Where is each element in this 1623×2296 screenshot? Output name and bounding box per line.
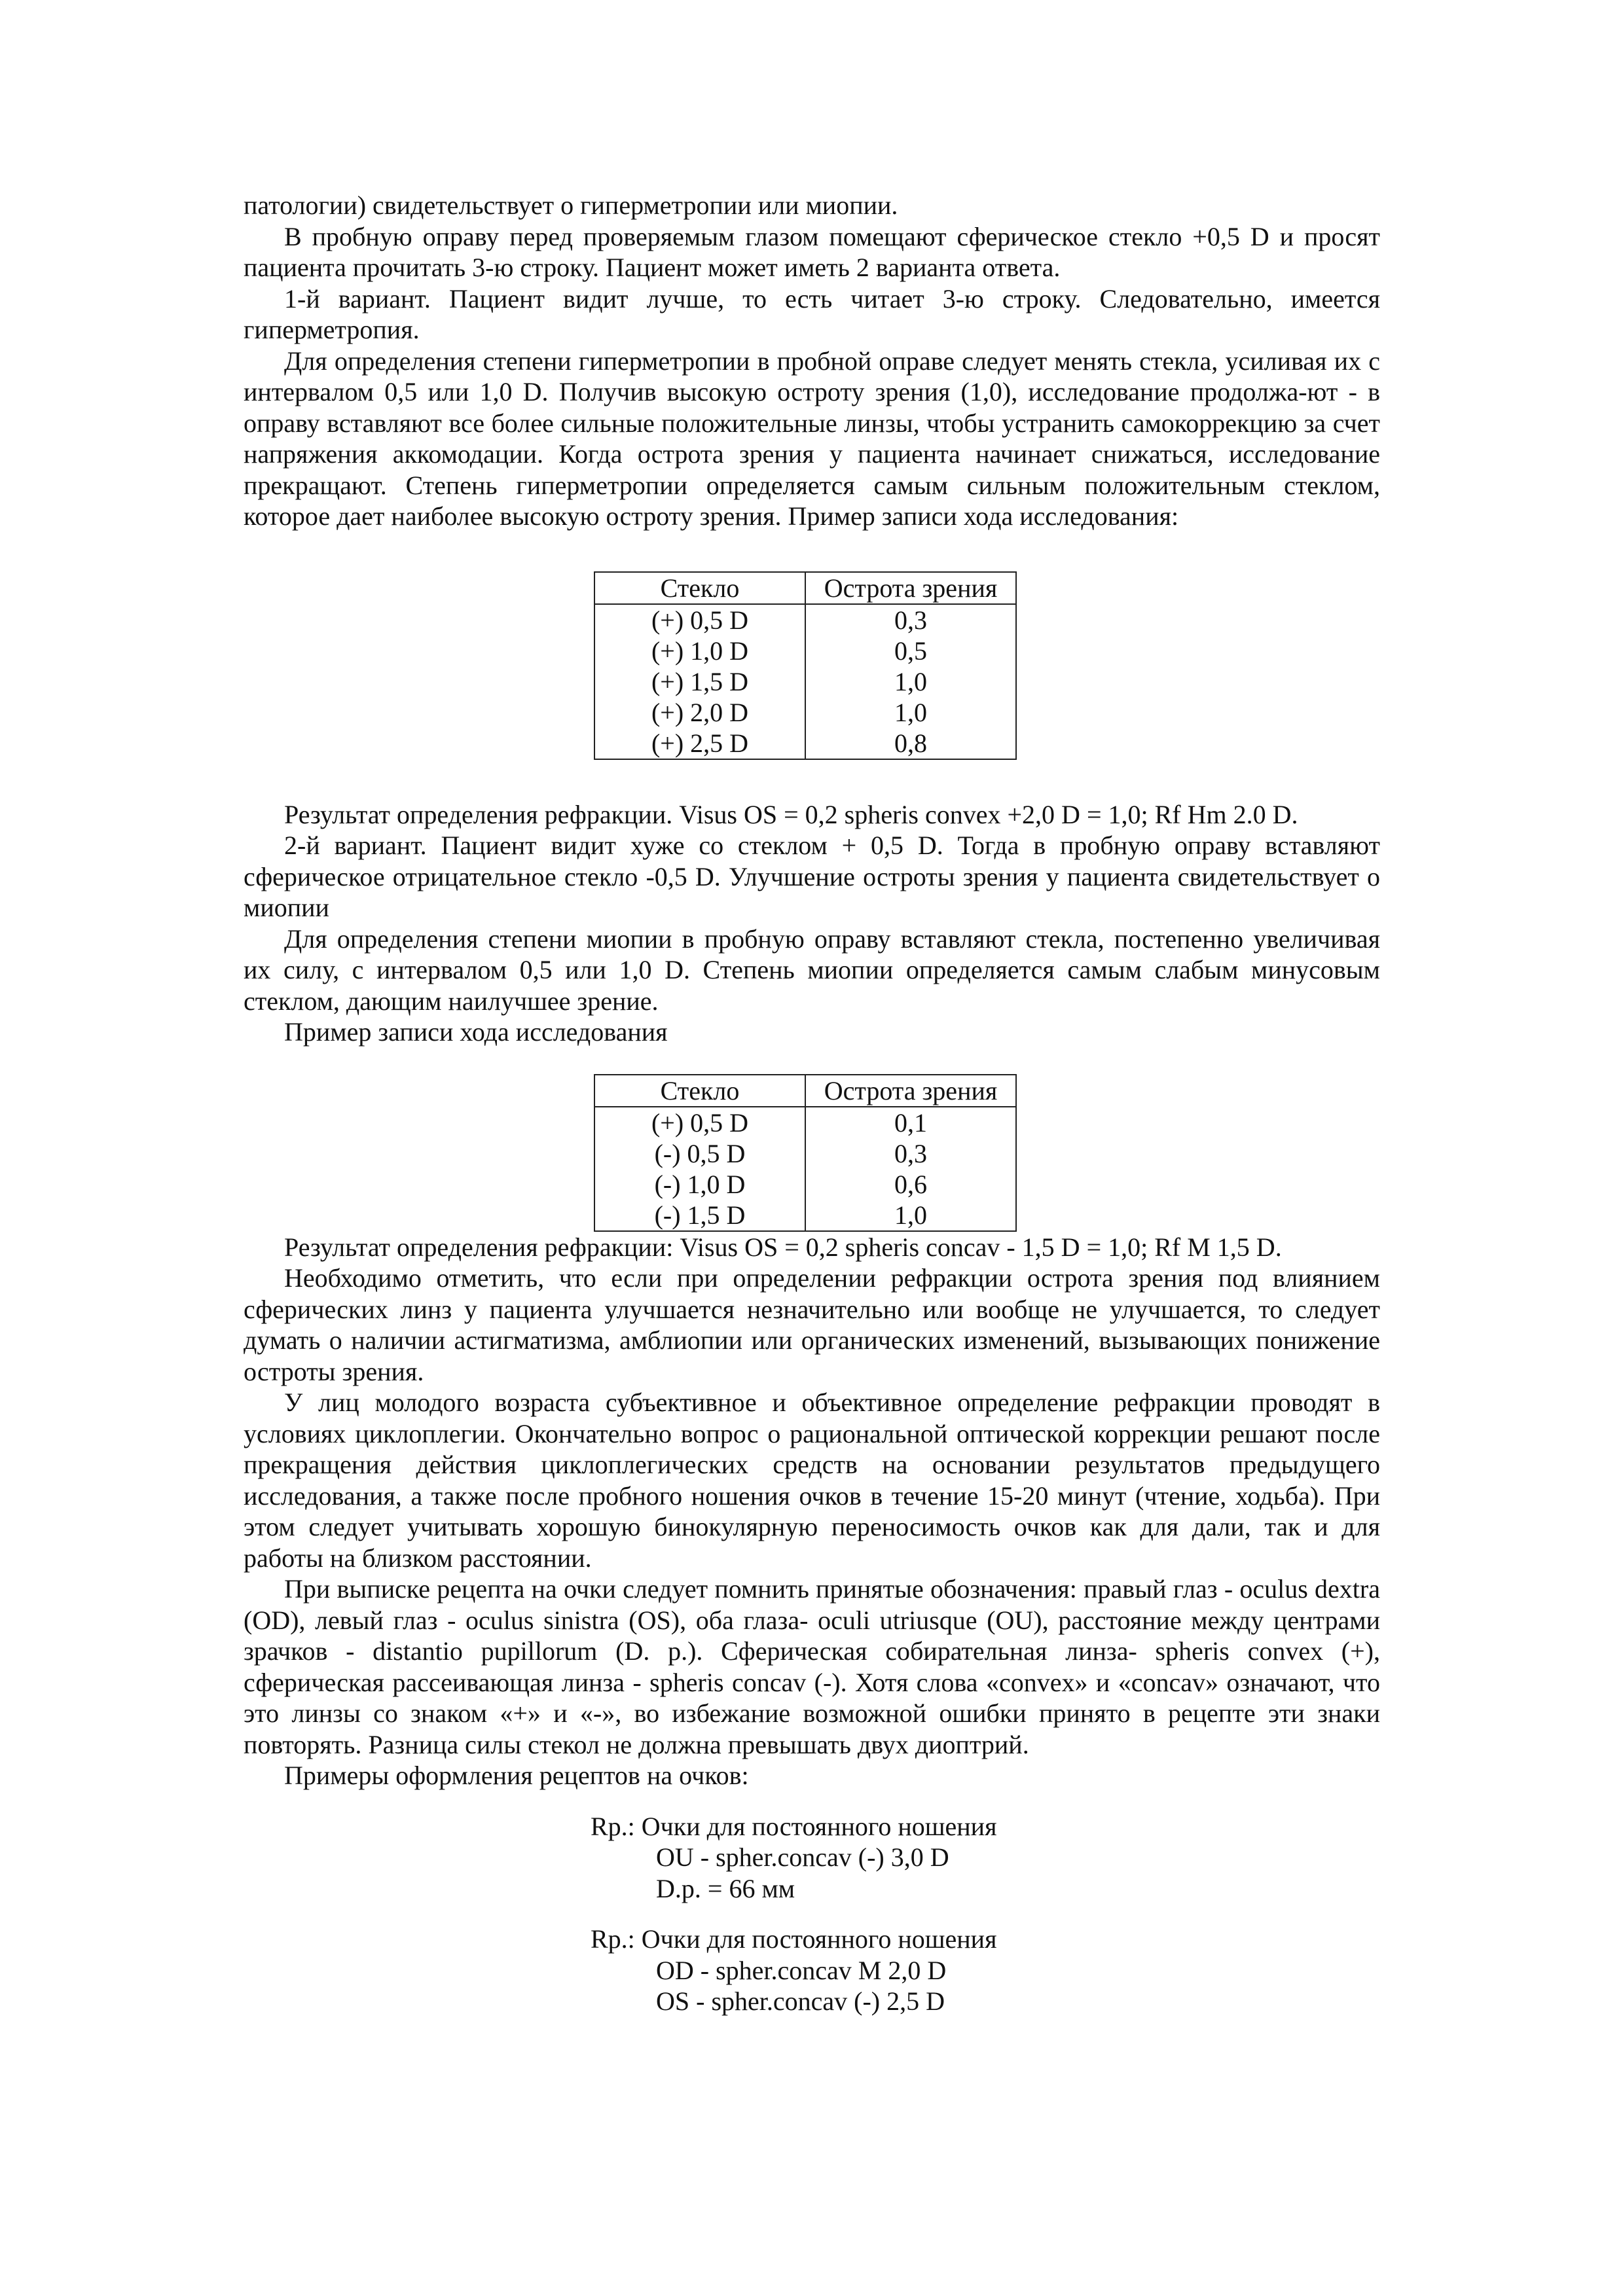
table-cell: 1,0 xyxy=(805,666,1016,697)
table-cell: (+) 2,5 D xyxy=(594,728,805,759)
paragraph: патологии) свидетельствует о гиперметропии или миопии. xyxy=(244,190,898,220)
prescription-line: OS - spher.concav (-) 2,5 D xyxy=(656,1986,945,2016)
table-cell: 1,0 xyxy=(805,1200,1016,1231)
paragraph: При выписке рецепта на очки следует помнить принятые обозначения: правый глаз - oculus dextra (OD), левый глаз - oculus sinistra (OS), оба глаза- oculi utriusque (OU), расстояние между центрами зрачков - distantio pupillorum (D. p.). Сферическая собирательная линза- spheris convex (+), сферическая рассеивающая линза - spheris concav (-). Хотя слова «convex» и «concav» означают, что это линзы со знаком «+» и «-», во избежание возможной ошибки принято в рецепте эти знаки повторять. Разница силы стекол не должна превышать двух диоптрий. xyxy=(244,1574,1381,1759)
paragraph: Результат определения рефракции: Visus OS = 0,2 spheris concav - 1,5 D = 1,0; Rf M 1,5 D. xyxy=(284,1232,1282,1262)
table-cell: 0,8 xyxy=(805,728,1016,759)
paragraph: Примеры оформления рецептов на очков: xyxy=(284,1761,749,1790)
table-header-row xyxy=(594,1075,1016,1107)
paragraph: Пример записи хода исследования xyxy=(284,1017,668,1047)
paragraph: Результат определения рефракции. Visus OS = 0,2 spheris convex +2,0 D = 1,0; Rf Hm 2.0 D. xyxy=(284,799,1298,829)
table-row xyxy=(594,1138,1016,1169)
table-row xyxy=(594,1107,1016,1138)
table-cell: (+) 0,5 D xyxy=(594,604,805,636)
prescription-line: OD - spher.concav M 2,0 D xyxy=(656,1955,947,1985)
table-cell: 0,5 xyxy=(805,636,1016,666)
paragraph: 1-й вариант. Пациент видит лучше, то есть читает 3-ю строку. Следовательно, имеется гиперметропия. xyxy=(244,283,1380,344)
table-cell: (-) 1,5 D xyxy=(594,1200,805,1231)
table-row xyxy=(594,666,1016,697)
table-row xyxy=(594,604,1016,636)
paragraph: В пробную оправу перед проверяемым глазом помещают сферическое стекло +0,5 D и просят пациента прочитать 3-ю строку. Пациент может иметь 2 варианта ответа. xyxy=(244,221,1380,282)
document-page xyxy=(244,190,1380,2017)
prescription-header: Rp.: Очки для постоянного ношения xyxy=(591,1811,997,1841)
prescription-line: D.p. = 66 мм xyxy=(656,1873,795,1903)
table-cell: (-) 1,0 D xyxy=(594,1169,805,1200)
table-cell: (+) 1,5 D xyxy=(594,666,805,697)
table-header-cell: Стекло xyxy=(594,1075,805,1107)
table-row xyxy=(594,697,1016,728)
prescription-line: OU - spher.concav (-) 3,0 D xyxy=(656,1842,949,1872)
table-row xyxy=(594,1200,1016,1231)
prescription-block xyxy=(591,1811,1380,1905)
table-cell: (+) 1,0 D xyxy=(594,636,805,666)
paragraph: 2-й вариант. Пациент видит хуже со стеклом + 0,5 D. Тогда в пробную оправу вставляют сферическое отрицательное стекло -0,5 D. Улучшение остроты зрения у пациента свидетельствует о миопии xyxy=(244,831,1380,922)
table-header-cell: Острота зрения xyxy=(805,572,1016,604)
paragraph: У лиц молодого возраста субъективное и объективное определение рефракции проводят в условиях циклоплегии. Окончательно вопрос о рациональной оптической коррекции решают после прекращения действия циклоплегических средств на основании результатов предыдущего исследования, а также после пробного ношения очков в течение 15-20 минут (чтение, ходьба). При этом следует учитывать хорошую бинокулярную переносимость очков как для дали, так и для работы на близком расстоянии. xyxy=(244,1388,1380,1573)
table-header-row xyxy=(594,572,1016,604)
paragraph: Для определения степени гиперметропии в пробной оправе следует менять стекла, усиливая их с интервалом 0,5 или 1,0 D. Получив высокую остроту зрения (1,0), исследование продолжа-ют - в оправу вставляют все более сильные положительные линзы, чтобы устранить самокоррекцию за счет напряжения аккомодации. Когда острота зрения у пациента начинает снижаться, исследование прекращают. Степень гиперметропии определяется самым сильным положительным стеклом, которое дает наиболее высокую остроту зрения. Пример записи хода исследования: xyxy=(244,346,1380,531)
paragraph: Необходимо отметить, что если при определении рефракции острота зрения под влиянием сферических линз у пациента улучшается незначительно или вообще не улучшается, то следует думать о наличии астигматизма, амблиопии или органических изменений, вызывающих понижение остроты зрения. xyxy=(244,1263,1380,1386)
table-header-cell: Стекло xyxy=(594,572,805,604)
table-cell: (-) 0,5 D xyxy=(594,1138,805,1169)
table-row xyxy=(594,728,1016,759)
table-cell: (+) 0,5 D xyxy=(594,1107,805,1138)
table-cell: 0,1 xyxy=(805,1107,1016,1138)
table-cell: 1,0 xyxy=(805,697,1016,728)
table-row xyxy=(594,1169,1016,1200)
table-cell: 0,3 xyxy=(805,1138,1016,1169)
prescription-block xyxy=(591,1924,1380,2017)
table-header-cell: Острота зрения xyxy=(805,1075,1016,1107)
table-cell: 0,6 xyxy=(805,1169,1016,1200)
paragraph: Для определения степени миопии в пробную оправу вставляют стекла, постепенно увеличивая их силу, с интервалом 0,5 или 1,0 D. Степень миопии определяется самым слабым минусовым стеклом, дающим наилучшее зрение. xyxy=(244,924,1380,1016)
table-cell: (+) 2,0 D xyxy=(594,697,805,728)
prescription-header: Rp.: Очки для постоянного ношения xyxy=(591,1924,997,1954)
table-cell: 0,3 xyxy=(805,604,1016,636)
myopia-table xyxy=(594,1074,1017,1232)
hyperopia-table xyxy=(594,571,1017,760)
table-row xyxy=(594,636,1016,666)
